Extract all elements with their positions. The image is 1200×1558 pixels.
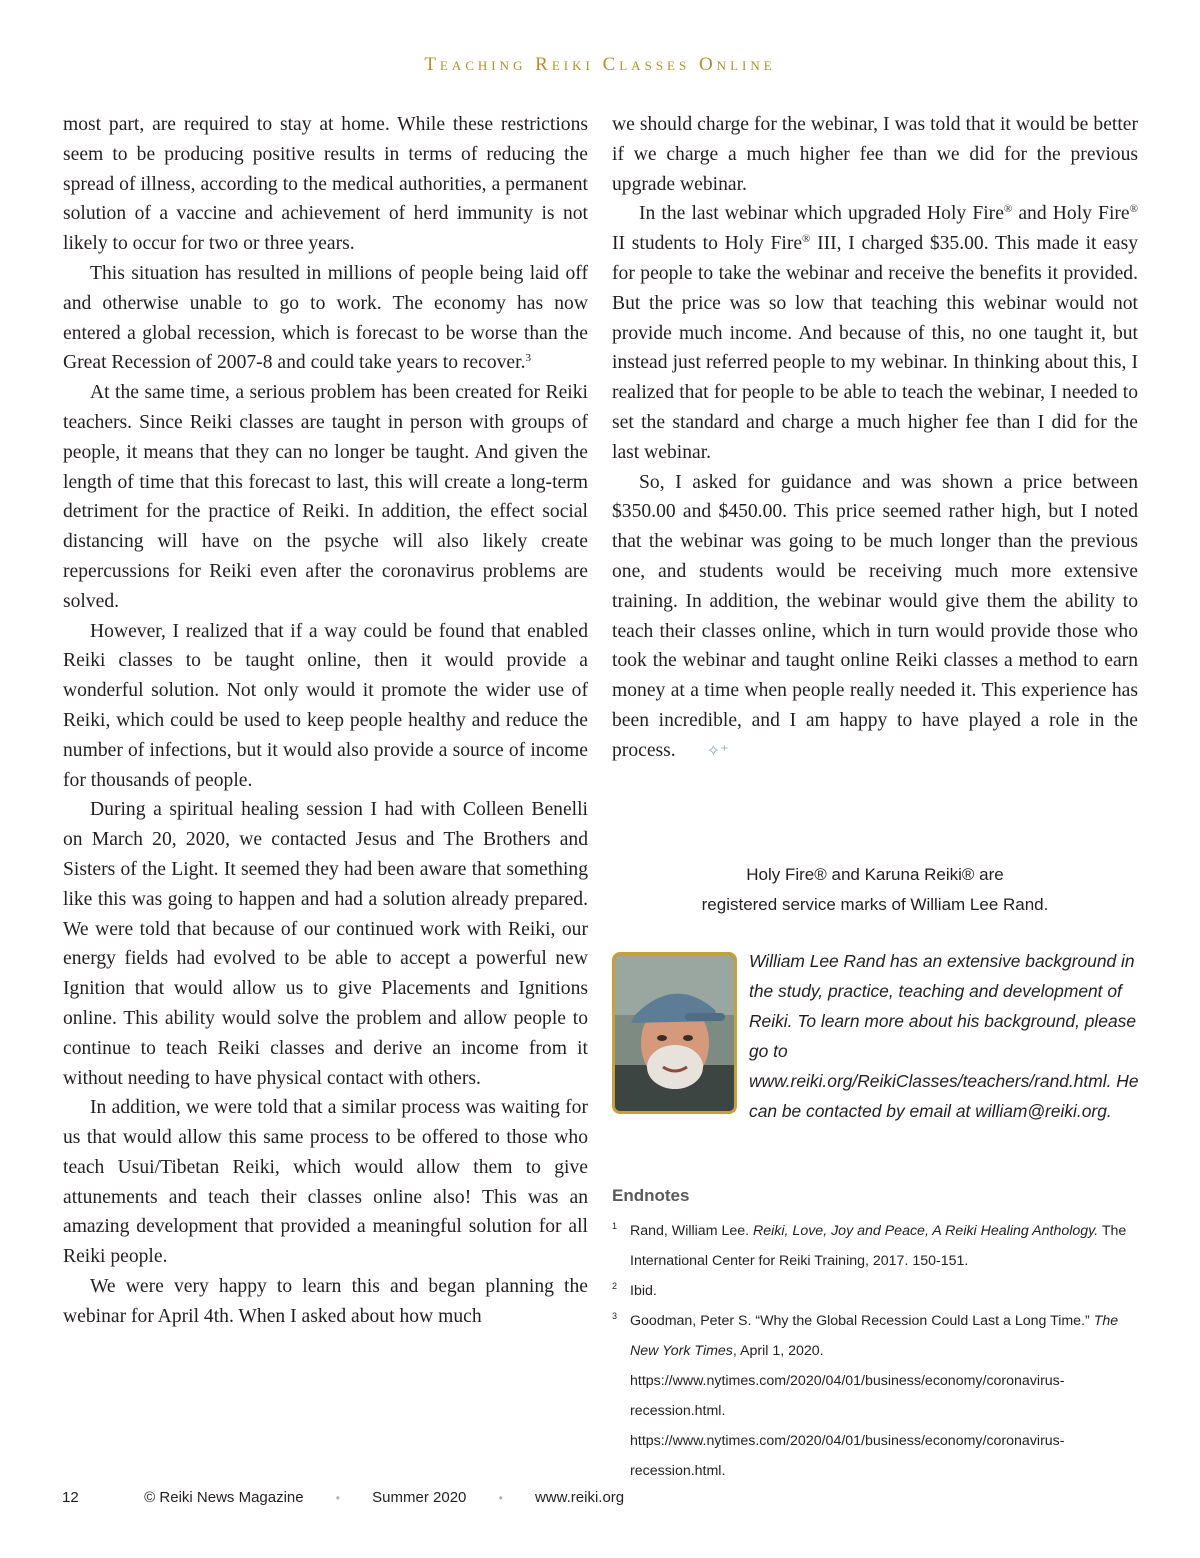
endnote-title: The New York Times bbox=[630, 1313, 1119, 1359]
registered-mark: ® bbox=[1003, 203, 1013, 216]
endnote-text: Goodman, Peter S. “Why the Global Recession Could Last a Long Time.” bbox=[630, 1313, 1094, 1329]
endnote-item bbox=[612, 1216, 1140, 1276]
paragraph bbox=[63, 259, 588, 378]
author-photo bbox=[612, 952, 737, 1114]
service-marks-line: registered service marks of William Lee Rand. bbox=[701, 895, 1049, 914]
endnote-number: 2 bbox=[612, 1281, 618, 1291]
paragraph-text: In the last webinar which upgraded Holy Fire bbox=[639, 203, 1004, 225]
endnotes-heading: Endnotes bbox=[612, 1186, 690, 1205]
endnote-text: The International Center for Reiki Training, 2017. 150-151. bbox=[630, 1223, 1127, 1269]
registered-mark: ® bbox=[802, 233, 811, 246]
registered-mark: ® bbox=[1129, 203, 1138, 216]
paragraph-text: III, I charged $35.00. This made it easy for people to take the webinar and receive the benefits it provided. But the price was so low that teaching this webinar would not provide much income. And because of this, no one taught it, but instead just referred people to my webinar. In thinking about this, I realized that for people to be able to teach the webinar, I needed to set the standard and charge a much higher fee than I did for the last webinar. bbox=[612, 233, 1139, 463]
endnote-item bbox=[612, 1306, 1140, 1486]
left-column bbox=[63, 110, 588, 1332]
paragraph: In addition, we were told that a similar process was waiting for us that would allow this same process to be offered to those who teach Usui/Tibetan Reiki, which would allow them to give attunements and teach their classes online also! This was an amazing development that provided a meaningful solution for all Reiki people. bbox=[63, 1097, 588, 1268]
endnote-text: Rand, William Lee. bbox=[630, 1223, 754, 1239]
author-portrait-image bbox=[615, 955, 734, 1111]
footnote-ref[interactable]: 3 bbox=[525, 352, 531, 365]
endnotes-list bbox=[612, 1216, 1140, 1486]
website-link[interactable]: www.reiki.org bbox=[534, 1489, 625, 1506]
separator-dot: • bbox=[335, 1491, 340, 1505]
page-number: 12 bbox=[62, 1489, 79, 1506]
paragraph-text: II students to Holy Fire bbox=[612, 233, 803, 255]
magazine-name: © Reiki News Magazine bbox=[144, 1489, 304, 1506]
author-bio: William Lee Rand has an extensive background in the study, practice, teaching and development of Reiki. To learn more about his background, please go to www.reiki.org/ReikiClasses/teachers/rand.html. He can be contacted by email at william@reiki.org. bbox=[749, 951, 1139, 1121]
right-column bbox=[612, 110, 1138, 767]
running-header: Teaching Reiki Classes Online bbox=[424, 54, 776, 75]
paragraph bbox=[612, 468, 1138, 767]
paragraph bbox=[612, 199, 1138, 467]
page-footer bbox=[62, 1489, 624, 1506]
issue-label: Summer 2020 bbox=[372, 1489, 467, 1506]
paragraph-text: and Holy Fire bbox=[1012, 203, 1130, 225]
service-marks-notice bbox=[612, 860, 1138, 920]
paragraph-text: So, I asked for guidance and was shown a price between $350.00 and $450.00. This price seemed rather high, but I noted that the webinar was going to be much longer than the previous one, and students would be receiving much more extensive training. In addition, the webinar would give them the ability to teach their classes online, which in turn would provide those who took the webinar and taught online Reiki classes a method to earn money at a time when people really needed it. This experience has been incredible, and I am happy to have played a role in the process. bbox=[612, 471, 1138, 761]
paragraph: We were very happy to learn this and began planning the webinar for April 4th. When I asked about how much bbox=[63, 1276, 588, 1327]
paragraph: At the same time, a serious problem has been created for Reiki teachers. Since Reiki classes are taught in person with groups of people, it means that they can no longer be taught. And given the length of time that this forecast to last, this will create a long-term detriment for the practice of Reiki. In addition, the effect social distancing will have on the psyche will also likely create repercussions for Reiki even after the coronavirus problems are solved. bbox=[63, 382, 588, 612]
paragraph: we should charge for the webinar, I was told that it would be better if we charge a much higher fee than we did for the previous upgrade webinar. bbox=[612, 114, 1138, 195]
paragraph-text: This situation has resulted in millions of people being laid off and otherwise unable to go to work. The economy has now entered a global recession, which is forecast to be worse than the Great Recession of 2007-8 and could take years to recover. bbox=[63, 262, 588, 374]
endnote-text: Ibid. bbox=[630, 1283, 657, 1299]
endnote-text: , April 1, 2020. https://www.nytimes.com/2020/04/01/business/economy/coronavirus-recession.html. https://www.nytimes.com/2020/04/01/business/economy/coronavirus-recession.html. bbox=[630, 1343, 1065, 1479]
endnote-item bbox=[612, 1276, 1140, 1306]
paragraph: During a spiritual healing session I had with Colleen Benelli on March 20, 2020, we contacted Jesus and The Brothers and Sisters of the Light. It seemed they had been aware that something like this was going to happen and had a solution already prepared. We were told that because of our continued work with Reiki, our energy fields had evolved to be able to accept a powerful new Ignition that would allow us to give Placements and Ignitions online. This ability would solve the problem and allow people to continue to teach Reiki classes and derive an income from it without needing to have physical contact with others. bbox=[63, 799, 588, 1089]
separator-dot: • bbox=[498, 1491, 503, 1505]
endnote-title: Reiki, Love, Joy and Peace, A Reiki Healing Anthology. bbox=[753, 1223, 1099, 1239]
service-marks-line: Holy Fire® and Karuna Reiki® are bbox=[746, 865, 1004, 884]
sparkle-icon: ✧⁺ bbox=[706, 742, 729, 760]
paragraph: However, I realized that if a way could be found that enabled Reiki classes to be taught online, then it would provide a wonderful solution. Not only would it promote the wider use of Reiki, which could be used to keep people healthy and reduce the number of infections, but it would also provide a source of income for thousands of people. bbox=[63, 620, 588, 791]
endnote-number: 1 bbox=[612, 1221, 618, 1231]
paragraph: most part, are required to stay at home. While these restrictions seem to be producing positive results in terms of reducing the spread of illness, according to the medical authorities, a permanent solution of a vaccine and achievement of herd immunity is not likely to occur for two or three years. bbox=[63, 114, 588, 255]
endnote-number: 3 bbox=[612, 1311, 618, 1321]
